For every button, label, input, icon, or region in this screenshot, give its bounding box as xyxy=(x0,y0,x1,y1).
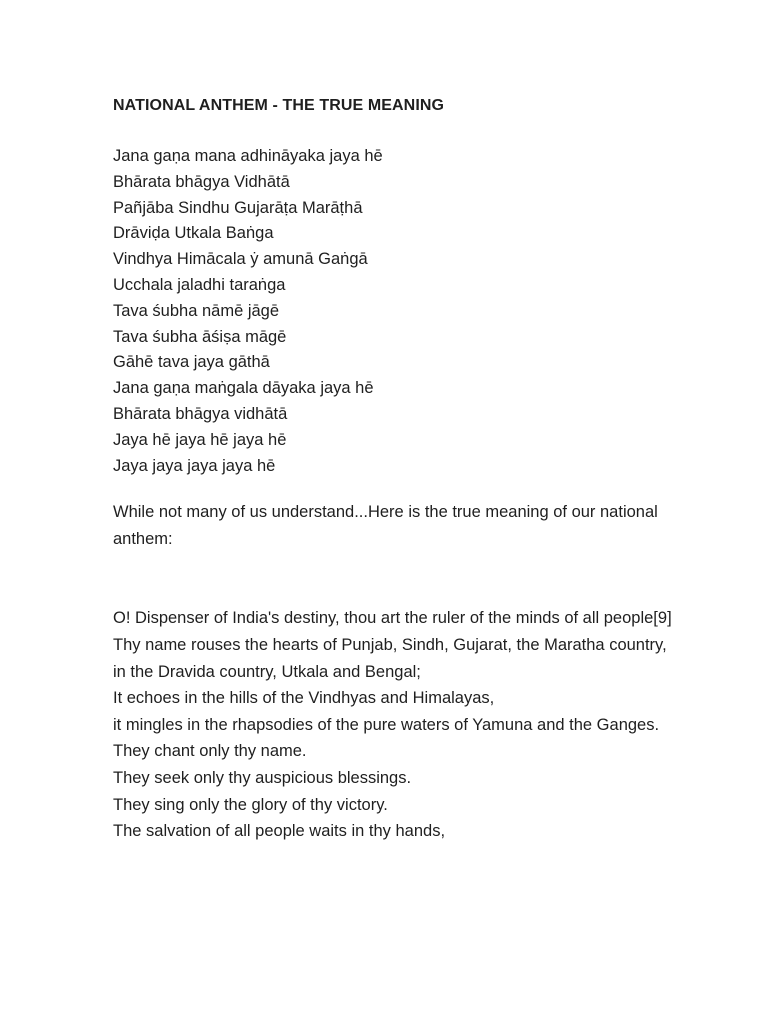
lyric-line: Tava śubha nāmē jāgē xyxy=(113,301,280,320)
lyric-line: Jaya jaya jaya jaya hē xyxy=(113,456,276,475)
meaning-line: in the Dravida country, Utkala and Bengal; xyxy=(113,662,421,681)
meaning-line: They chant only thy name. xyxy=(113,742,307,761)
lyric-line: Pañjāba Sindhu Gujarāṭa Marāṭhā xyxy=(113,198,363,217)
anthem-meaning xyxy=(113,605,673,844)
lyric-line: Jana gaṇa maṅgala dāyaka jaya hē xyxy=(113,379,374,398)
meaning-line: Thy name rouses the hearts of Punjab, Sindh, Gujarat, the Maratha country, xyxy=(113,635,667,654)
lyric-line: Jana gaṇa mana adhināyaka jaya hē xyxy=(113,147,383,165)
lyric-line: Bhārata bhāgya Vidhātā xyxy=(113,172,290,191)
lyric-line: Vindhya Himācala ẏ amunā Gaṅgā xyxy=(113,250,368,269)
document-body xyxy=(113,96,673,845)
meaning-line: It echoes in the hills of the Vindhyas and Himalayas, xyxy=(113,689,495,708)
lyric-line: Tava śubha āśiṣa māgē xyxy=(113,327,287,346)
meaning-line: The salvation of all people waits in thy hands, xyxy=(113,822,446,841)
lyric-line: Bhārata bhāgya vidhātā xyxy=(113,404,288,423)
meaning-line: They sing only the glory of thy victory. xyxy=(113,795,388,814)
lyric-line: Drāviḍa Utkala Baṅga xyxy=(113,224,274,243)
meaning-line: O! Dispenser of India's destiny, thou art the ruler of the minds of all people[9] xyxy=(113,609,672,628)
lyric-line: Jaya hē jaya hē jaya hē xyxy=(113,430,287,449)
intro-paragraph: While not many of us understand...Here is the true meaning of our national anthem: xyxy=(113,503,658,548)
meaning-line: it mingles in the rhapsodies of the pure waters of Yamuna and the Ganges. xyxy=(113,715,660,734)
lyric-line: Ucchala jaladhi taraṅga xyxy=(113,275,286,294)
document-title: NATIONAL ANTHEM - THE TRUE MEANING xyxy=(113,97,445,114)
meaning-line: They seek only thy auspicious blessings. xyxy=(113,768,412,787)
lyric-line: Gāhē tava jaya gāthā xyxy=(113,353,270,372)
anthem-lyrics xyxy=(113,144,673,479)
